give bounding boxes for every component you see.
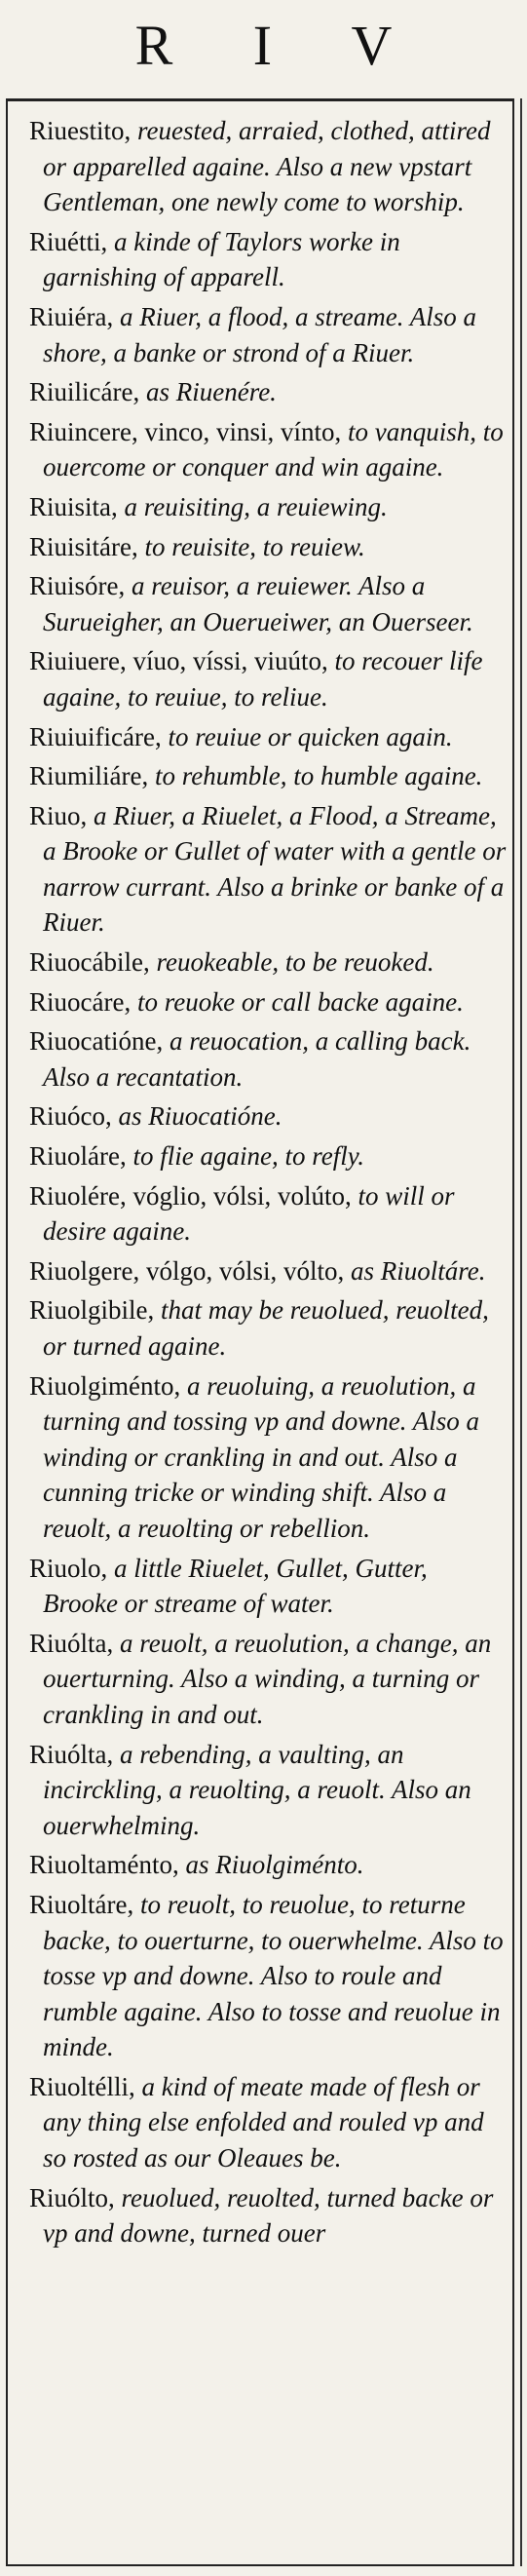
- dictionary-entry: [29, 568, 507, 639]
- dictionary-entry: [29, 224, 507, 295]
- dictionary-entry: [29, 1138, 507, 1174]
- headword: Riumiliáre,: [29, 761, 155, 791]
- definition: a reuocation, a calling back. Also a recantation.: [43, 1026, 471, 1092]
- dictionary-entry: [29, 944, 507, 980]
- headword: Riuiéra,: [29, 301, 120, 331]
- dictionary-entry: [29, 643, 507, 714]
- definition: a reuolt, a reuolution, a change, an ouerturning. Also a winding, a turning or crankling in and out.: [43, 1628, 492, 1729]
- dictionary-entry: [29, 758, 507, 794]
- dictionary-entry: [29, 1887, 507, 2065]
- definition: a little Riuelet, Gullet, Gutter, Brooke or streame of water.: [43, 1553, 428, 1619]
- headword: Riuólto,: [29, 2182, 122, 2212]
- definition: to recouer life againe, to reuiue, to reliue.: [43, 646, 483, 711]
- column-rule: [520, 98, 522, 2566]
- definition: a Riuer, a flood, a streame. Also a shore, a banke or strond of a Riuer.: [43, 301, 476, 367]
- definition: reuolued, reuolted, turned backe or vp and downe, turned ouer: [43, 2182, 494, 2249]
- headword: Riuisitáre,: [29, 531, 145, 561]
- definition: as Riuenére.: [145, 377, 277, 407]
- headword: Riuóco,: [29, 1101, 119, 1132]
- dictionary-entry: [29, 1292, 507, 1364]
- dictionary-entry: [29, 1098, 507, 1134]
- headword: Riuoltaménto,: [29, 1850, 186, 1880]
- headword: Riuoltáre,: [29, 1889, 140, 1919]
- definition: reuested, arraied, clothed, attired or apparelled againe. Also a new vpstart Gentleman, one newly come to worship.: [43, 116, 491, 217]
- dictionary-entry: [29, 299, 507, 370]
- dictionary-entry: [29, 1023, 507, 1095]
- definition: to reuisite, to reuiew.: [144, 531, 365, 561]
- dictionary-entry: [29, 1626, 507, 1733]
- definition: to reuiue or quicken again.: [168, 721, 453, 751]
- definition: to reuolt, to reuolue, to returne backe, to ouerturne, to ouerwhelme. Also to tosse vp and downe. Also to roule and rumble againe. Also to tosse and reuolue in minde.: [43, 1889, 504, 2062]
- definition: reuokeable, to be reuoked.: [156, 947, 434, 978]
- dictionary-entry: [29, 719, 507, 755]
- running-head: R I V: [134, 13, 426, 77]
- definition: to rehumble, to humble againe.: [154, 761, 483, 791]
- headword: Riuilicáre,: [29, 377, 146, 407]
- headword: Riuolgiménto,: [29, 1370, 187, 1401]
- definition: a reuisiting, a reuiewing.: [124, 491, 388, 521]
- dictionary-entry: [29, 2069, 507, 2176]
- dictionary-entry: [29, 414, 507, 485]
- headword: Riuoláre,: [29, 1141, 133, 1172]
- definition: a rebending, a vaulting, an incirckling, a reuolting, a reuolt. Also an ouerwhelming.: [43, 1739, 471, 1840]
- dictionary-entry: [29, 1178, 507, 1250]
- headword: Riuincere, vinco, vinsi, vínto,: [29, 416, 348, 446]
- dictionary-entry: [29, 529, 507, 565]
- definition: that may be reuolued, reuolted, or turned againe.: [43, 1295, 489, 1361]
- headword: Riuo,: [29, 800, 94, 830]
- headword: Riuólta,: [29, 1739, 120, 1769]
- definition: to will or desire againe.: [43, 1180, 455, 1247]
- definition: a Riuer, a Riuelet, a Flood, a Streame, a Brooke or Gullet of water with a gentle or narrow currant. Also a brinke or banke of a Riuer.: [43, 800, 507, 938]
- definition: to vanquish, to ouercome or conquer and win againe.: [43, 416, 504, 482]
- definition: a reuisor, a reuiewer. Also a Surueigher, an Ouerueiwer, an Ouerseer.: [43, 571, 473, 636]
- definition: a kind of meate made of flesh or any thing else enfolded and rouled vp and so rosted as our Oleaues be.: [43, 2071, 484, 2173]
- headword: Riuétti,: [29, 226, 114, 256]
- headword: Riuisóre,: [29, 571, 132, 601]
- definition: to reuoke or call backe againe.: [136, 986, 464, 1017]
- definition: as Riuocatióne.: [118, 1101, 282, 1132]
- headword: Riuestito,: [29, 116, 138, 145]
- dictionary-entry: [29, 798, 507, 941]
- headword: Riuocábile,: [29, 947, 157, 978]
- headword: Riuólta,: [29, 1628, 120, 1658]
- definition: as Riuolgiménto.: [185, 1850, 364, 1880]
- headword: Riuiuificáre,: [29, 721, 169, 751]
- dictionary-entry: [29, 489, 507, 525]
- dictionary-entry: [29, 1368, 507, 1547]
- headword: Riuocatióne,: [29, 1026, 169, 1057]
- dictionary-entry: [29, 984, 507, 1020]
- headword: Riuolo,: [29, 1553, 115, 1583]
- definition: to flie againe, to refly.: [132, 1141, 364, 1172]
- dictionary-entry: [29, 113, 507, 220]
- entry-column: [6, 98, 514, 2566]
- dictionary-entry: [29, 374, 507, 410]
- headword: Riuoltélli,: [29, 2071, 142, 2101]
- headword: Riuocáre,: [29, 986, 137, 1017]
- headword: Riuolére, vóglio, vólsi, volúto,: [29, 1180, 358, 1211]
- headword: Riuolgere, vólgo, vólsi, vólto,: [29, 1255, 351, 1286]
- definition: a kinde of Taylors worke in garnishing of apparell.: [43, 226, 400, 292]
- definition: a reuoluing, a reuolution, a turning and tossing vp and downe. Also a winding or crankling in and out. Also a cunning tricke or winding shift. Also a reuolt, a reuolting or rebellion.: [43, 1370, 480, 1543]
- dictionary-entry: [29, 1847, 507, 1883]
- headword: Riuiuere, víuo, víssi, viuúto,: [29, 646, 335, 676]
- definition: as Riuoltáre.: [351, 1255, 486, 1286]
- dictionary-entry: [29, 1253, 507, 1289]
- dictionary-entry: [29, 1551, 507, 1622]
- headword: Riuolgibile,: [29, 1295, 161, 1326]
- dictionary-entry: [29, 1737, 507, 1844]
- dictionary-entry: [29, 2180, 507, 2251]
- headword: Riuisita,: [29, 491, 125, 521]
